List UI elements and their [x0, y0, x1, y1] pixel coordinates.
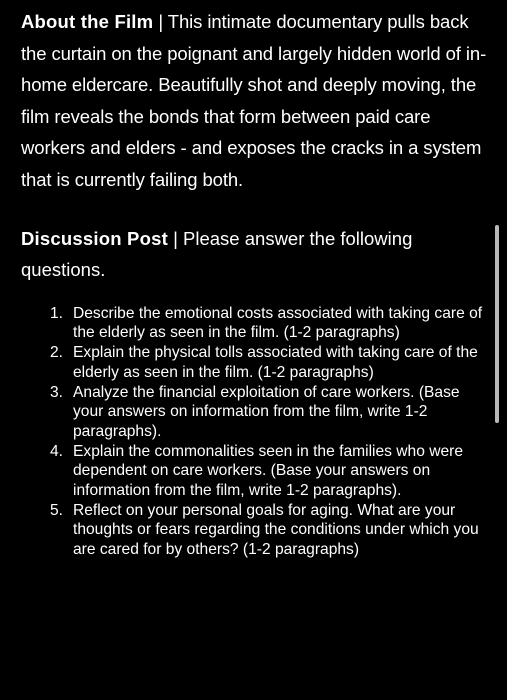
discussion-separator: |	[167, 227, 184, 249]
discussion-paragraph	[21, 223, 491, 286]
discussion-text: Please answer the following questions.	[21, 227, 413, 281]
list-item-text: Analyze the financial exploitation of care workers. (Base your answers on information from the film, write 1-2 paragraphs).	[73, 383, 460, 440]
document-content	[21, 6, 491, 560]
list-item-number: 1.	[50, 304, 64, 322]
about-film-separator: |	[153, 11, 168, 32]
list-item-text: Describe the emotional costs associated with taking care of the elderly as seen in the film. (1-2 paragraphs)	[73, 304, 483, 342]
list-item	[50, 442, 491, 501]
about-film-paragraph	[21, 6, 491, 196]
scrollbar[interactable]	[495, 225, 499, 423]
list-item-number: 3.	[50, 383, 64, 401]
list-item	[50, 343, 491, 382]
questions-list	[21, 304, 491, 560]
about-film-heading: About the Film	[21, 11, 154, 32]
list-item-text: Explain the physical tolls associated with taking care of the elderly as seen in the film. (1-2 paragraphs)	[73, 344, 478, 381]
list-item-number: 2.	[50, 344, 64, 362]
list-item	[50, 383, 491, 442]
list-item-text: Explain the commonalities seen in the families who were dependent on care workers. (Base your answers on information from the film, write 1-2 paragraphs).	[73, 442, 464, 500]
list-item	[50, 501, 491, 560]
discussion-heading: Discussion Post	[21, 227, 168, 249]
list-item	[50, 304, 491, 343]
list-item-number: 5.	[50, 501, 64, 519]
list-item-text: Reflect on your personal goals for aging. What are your thoughts or fears regarding the conditions under which you are cared for by others? (1-2 paragraphs)	[73, 501, 479, 559]
list-item-number: 4.	[50, 442, 64, 460]
about-film-text: This intimate documentary pulls back the curtain on the poignant and largely hidden world of in-home eldercare. Beautifully shot and deeply moving, the film reveals the bonds that form between paid care workers and elders - and exposes the cracks in a system that is currently failing both.	[21, 11, 487, 190]
